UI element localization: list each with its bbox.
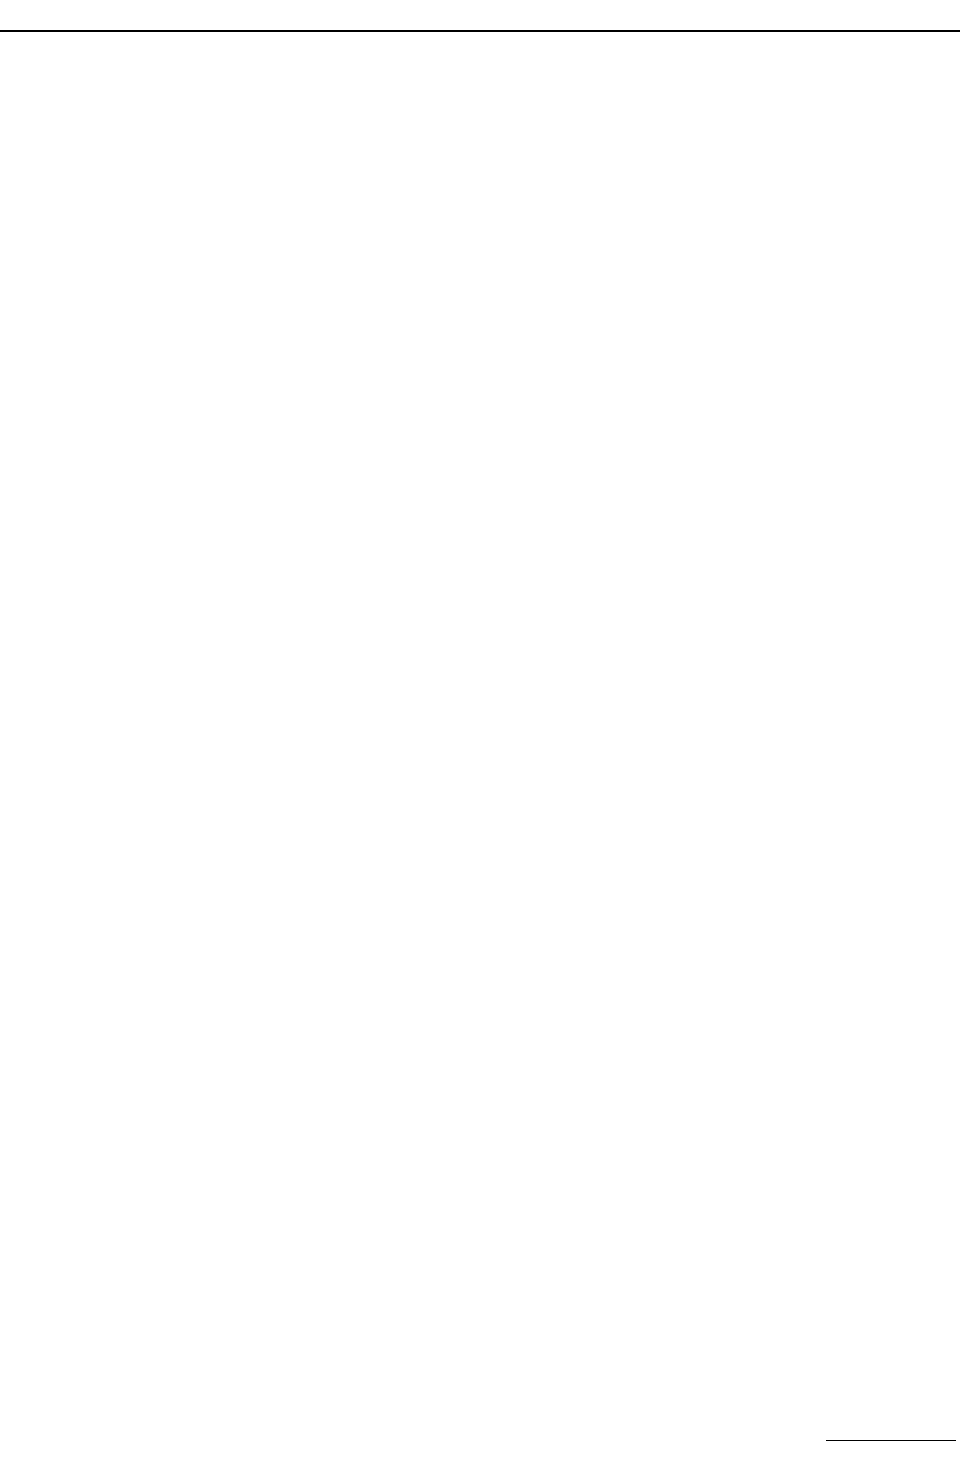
page-footer bbox=[826, 1440, 956, 1464]
page-header bbox=[0, 0, 960, 32]
